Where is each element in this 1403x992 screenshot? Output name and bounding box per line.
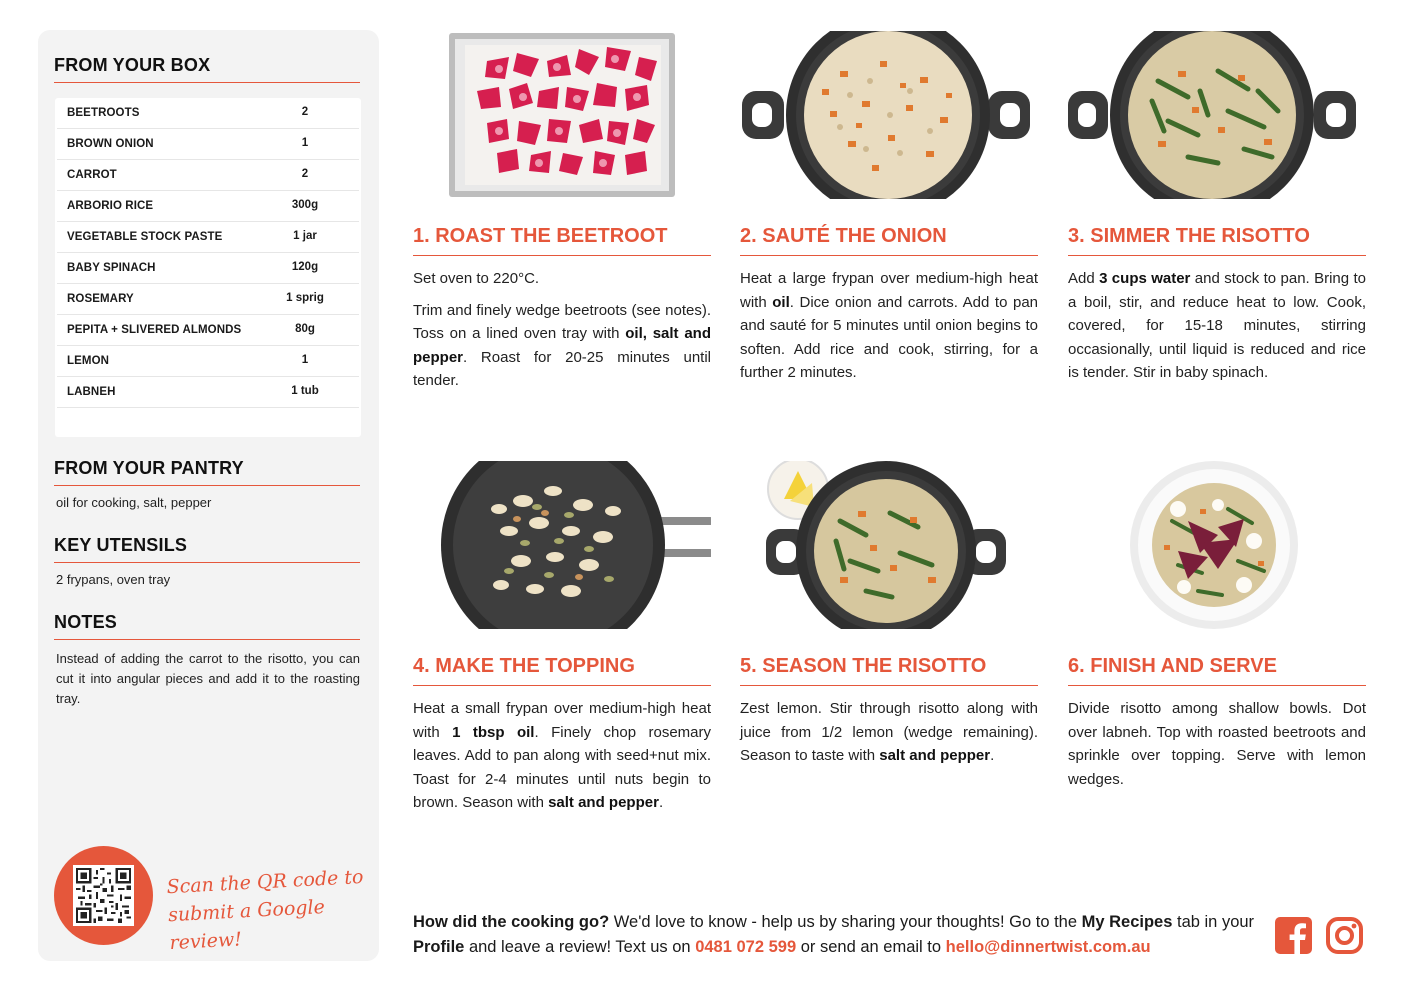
step-2-title: 2. SAUTÉ THE ONION [740,225,1038,256]
instruction-bold-text: oil [772,293,790,311]
ingredient-row [57,284,359,315]
step-6-photo [1068,460,1366,630]
email-link[interactable]: hello@dinnertwist.com.au [945,938,1151,956]
ingredient-row [57,346,359,377]
step-4-title: 4. MAKE THE TOPPING [413,655,711,686]
ingredient-quantity: 120g [291,261,319,273]
instruction-text: Zest lemon. Stir through risotto along with juice from 1/2 lemon (wedge remaining). Season to taste with [740,700,1038,764]
ingredient-row [57,315,359,346]
ingredient-row [57,253,359,284]
step-2-photo [740,30,1038,200]
step-3-photo [1068,30,1366,200]
instruction-text: and stock to pan. Bring to a boil, stir, and reduce heat to low. Cook, covered, for 15-18 minutes, stirring occasionally, until liquid is reduced and rice is tender. Stir in baby spinach. [1068,270,1367,381]
instruction-paragraph [740,697,1038,768]
instruction-bold-text: salt and pepper [879,747,991,764]
ingredient-quantity: 2 [301,168,309,180]
qr-code-icon[interactable] [73,865,134,926]
instruction-text: . Finely chop rosemary leaves. Add to pan along with seed+nut mix. Toast for 2-4 minutes until nuts begin to brown. Season with [413,723,711,811]
phone-link[interactable]: 0481 072 599 [695,938,797,956]
my-recipes-label: My Recipes [1081,913,1173,931]
instruction-text: . Roast for 20-25 minutes until tender. [413,348,711,389]
qr-caption-line-1: Scan the QR code to [166,865,364,899]
step-5-title: 5. SEASON THE RISOTTO [740,655,1038,686]
step-6-instructions [1068,697,1366,799]
ingredient-row [57,129,359,160]
step-3-title: 3. SIMMER THE RISOTTO [1068,225,1366,256]
notes-text: Instead of adding the carrot to the risotto, you can cut it into angular pieces and add it to the roasting tray. [56,651,360,706]
footer-text-1: We'd love to know - help us by sharing your thoughts! Go to the [609,913,1082,931]
instruction-bold-text: 1 tbsp oil [452,723,535,741]
step-2-instructions [740,267,1038,393]
ingredient-name: CARROT [67,169,117,181]
footer-text-3: and leave a review! Text us on [464,938,696,956]
ingredient-row [57,160,359,191]
instruction-paragraph [413,299,711,393]
step-5-photo [740,460,1038,630]
key-utensils-heading: KEY UTENSILS [54,535,360,563]
ingredients-sidebar [38,30,379,961]
instagram-icon[interactable] [1326,917,1363,954]
ingredient-name: LABNEH [67,386,116,398]
ingredient-quantity: 1 [301,354,309,366]
instruction-paragraph [1068,267,1366,385]
instruction-paragraph [1068,697,1366,791]
ingredients-table [55,98,361,437]
ingredient-row [57,377,359,408]
ingredient-name: BEETROOTS [67,107,140,119]
pantry-text: oil for cooking, salt, pepper [56,495,212,510]
instruction-text: . [990,747,995,764]
footer-text-2: tab in your [1172,913,1255,931]
instruction-bold-text: oil, salt and pepper [413,325,711,366]
instruction-bold-text: 3 cups water [1099,270,1191,287]
from-your-pantry-heading: FROM YOUR PANTRY [54,458,360,486]
facebook-icon[interactable] [1275,917,1312,954]
ingredient-name: BABY SPINACH [67,262,156,274]
step-5-instructions [740,697,1038,776]
step-4-instructions [413,697,711,823]
ingredient-row [57,98,359,129]
ingredient-quantity: 1 tub [291,385,319,397]
ingredient-quantity: 1 sprig [286,292,324,304]
ingredient-quantity: 300g [291,199,319,211]
step-1-instructions [413,267,711,401]
footer-text-4: or send an email to [796,938,946,956]
instruction-text: Divide risotto among shallow bowls. Dot over labneh. Top with roasted beetroots and sprinkle over topping. Serve with lemon wedges. [1068,700,1366,788]
ingredient-quantity: 80g [295,323,315,335]
qr-code-badge[interactable] [54,846,153,945]
profile-label: Profile [413,938,465,956]
ingredient-name: ARBORIO RICE [67,200,154,212]
instruction-text: Heat a large frypan over medium-high heat with [740,270,1038,311]
instruction-paragraph [740,267,1038,385]
ingredient-row [57,222,359,253]
step-1-photo [413,30,711,200]
instruction-paragraph [413,267,711,291]
instruction-text: Trim and finely wedge beetroots (see notes). Toss on a lined oven tray with [413,301,711,342]
from-your-box-heading: FROM YOUR BOX [54,55,360,83]
instruction-text: . [658,794,664,811]
ingredient-name: BROWN ONION [67,138,154,150]
qr-caption [166,863,370,957]
ingredient-quantity: 1 jar [293,230,317,242]
feedback-footer [413,910,1263,960]
notes-heading: NOTES [54,612,360,640]
step-3-instructions [1068,267,1366,393]
instruction-text: . Dice onion and carrots. Add to pan and sauté for 5 minutes until onion begins to soften. Add rice and cook, stirring, for a further 2 minutes. [740,293,1039,381]
footer-question: How did the cooking go? [413,913,610,931]
ingredient-name: PEPITA + SLIVERED ALMONDS [67,324,242,336]
ingredient-quantity: 2 [301,106,309,118]
instruction-text: Add [1068,270,1100,287]
ingredient-name: LEMON [67,355,110,367]
instruction-paragraph [413,697,711,815]
qr-caption-line-2: submit a Google review! [167,896,326,955]
ingredient-name: VEGETABLE STOCK PASTE [67,231,223,243]
step-6-title: 6. FINISH AND SERVE [1068,655,1366,686]
instruction-text: Heat a small frypan over medium-high heat with [413,700,711,741]
step-1-title: 1. ROAST THE BEETROOT [413,225,711,256]
utensils-text: 2 frypans, oven tray [56,572,171,587]
instruction-bold-text: salt and pepper [548,794,659,811]
ingredient-quantity: 1 [301,137,309,149]
ingredient-name: ROSEMARY [67,293,134,305]
instruction-text: Set oven to 220°C. [413,270,540,287]
step-4-photo [413,460,711,630]
ingredient-row [57,191,359,222]
